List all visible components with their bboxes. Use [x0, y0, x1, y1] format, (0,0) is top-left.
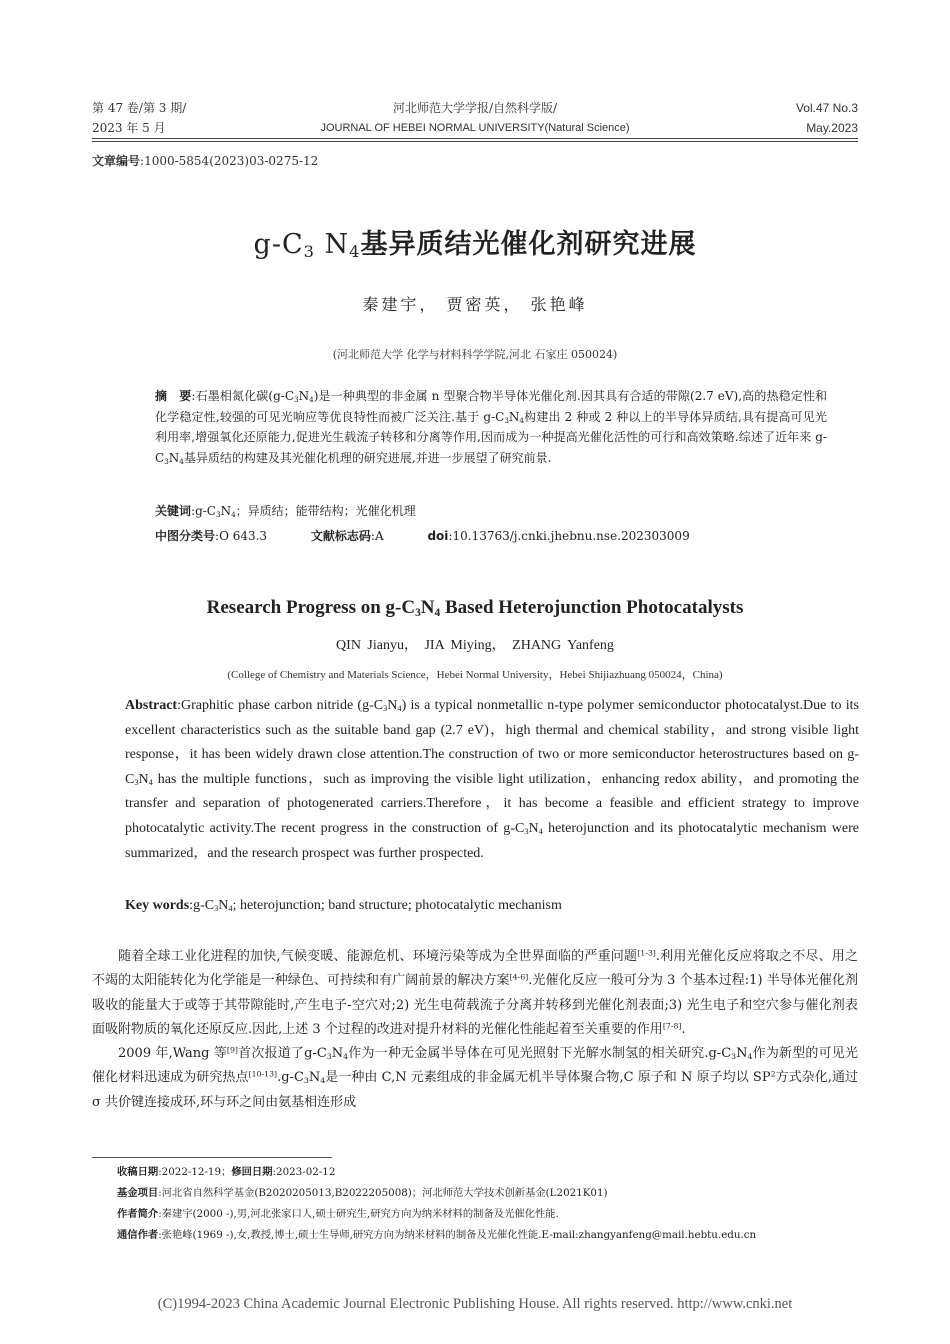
abstract-en: Abstract:Graphitic phase carbon nitride $(g-C_3N_4)$ is a typical nonmetallic n-type polymer semiconductor photocatalyst.Due to its excellent characteristics such as the suitable band gap (2.7 eV)，high thermal and chemical stability，and strong visible light response，it has been widely drawn close attention.The construction of two or more semiconductor heterostructures based on $g-C_3N_4$ has the multiple functions，such as improving the visible light utilization，enhancing redox ability，and promoting the transfer and separation of photogenerated carriers.Therefore，it has become a feasible and efficient strategy to improve photocatalytic activity.The recent progress in the construction of $g-C_3N_4$ heterojunction and its photocatalytic mechanism were summarized，and the research prospect was further prospected.	[125, 698, 859, 861]
keywords-en: Key $words:g-C_3N_4$; heterojunction; band structure; photocatalytic mechanism	[125, 898, 562, 914]
keywords-cn-label: 关键词	[155, 504, 192, 518]
article-number: 文章编号:1000-5854(2023)03-0275-12	[92, 154, 319, 168]
title-text-cn: 基异质结光催化剂研究进展	[360, 229, 697, 260]
citation: [7-8]	[662, 1021, 682, 1031]
page-title-en: Research Progress on $g-C_3N_4$ Based Heterojunction Photocatalysts	[206, 597, 744, 619]
footnote-fund: 基金项目:河北省自然科学基金(B2020205013,B2022205008)；河北师范大学技术创新基金(L2021K01)	[117, 1187, 608, 1199]
clc-label: 中图分类号	[155, 529, 216, 543]
journal-name-cn: 河北师范大学学报/自然科学版/	[392, 101, 558, 115]
citation: [4-6]	[509, 972, 529, 982]
body-text	[92, 945, 858, 1115]
classification-row: 中图分类号:O 643.3 文献标志码:A doi:10.13763/j.cnki.jhebnu.nse.202303009	[155, 529, 690, 543]
article-number-label: 文章编号	[92, 154, 141, 168]
authors-en: QIN Jianyu， JIA Miying， ZHANG Yanfeng	[336, 638, 614, 653]
journal-name-en: JOURNAL OF HEBEI NORMAL UNIVERSITY(Natural Science)	[320, 122, 630, 134]
body-paragraph: 随着全球工业化进程的加快,气候变暖、能源危机、环境污染等成为全世界面临的严重问题[1-3].利用光催化反应将取之不尽、用之不竭的太阳能转化为化学能是一种绿色、可持续和有广阔前景的解决方案[4-6].光催化反应一般可分为 3 个基本过程:1) 半导体光催化剂吸收的能量大于或等于其带隙能时,产生电子-空穴对;2) 光生电荷载流子分离并转移到光催化剂表面;3) 光生电子和空穴参与催化剂表面吸附物质的氧化还原反应.因此,上述 3 个过程的改进对提升材料的光催化性能起着至关重要的作用[7-8].	[92, 948, 858, 1037]
abstract-cn-label: 摘 要	[155, 389, 192, 403]
citation: [10-13]	[248, 1069, 278, 1079]
keywords-en-label: Key words	[125, 898, 190, 913]
title-formula-n: N	[314, 229, 350, 260]
doc-code-value: A	[374, 529, 384, 543]
abstract-en-label: Abstract	[125, 698, 178, 713]
footnotes	[117, 1162, 857, 1246]
page-title-cn: $g-C_3$ $N_4$基异质结光催化剂研究进展	[253, 229, 697, 262]
abstract-cn: 摘 要:石墨相氮化碳$(g-C_3N_4)$是一种典型的非金属 n 型聚合物半导体光催化剂.因其具有合适的带隙(2.7 eV),高的热稳定性和化学稳定性,较强的可见光响应等优良特性而被广泛关注.基于 $g-C_3N_4$构建出 2 种或 2 种以上的半导体异质结,具有提高可见光利用率,增强氧化还原能力,促进光生载流子转移和分离等作用,因而成为一种提高光催化活性的可行和高效策略.综述了近年来 $g-C_3N_4$基异质结的构建及其光催化机理的研究进展,并进一步展望了研究前景.	[155, 389, 827, 466]
header-divider	[92, 138, 858, 142]
keywords-cn: 关键词$:g-C_3N_4$；异质结；能带结构；光催化机理	[155, 504, 416, 519]
citation: [9]	[226, 1045, 238, 1055]
header-volume-en	[796, 98, 858, 138]
doi-label: doi	[427, 529, 449, 543]
article-number-value: 1000-5854(2023)03-0275-12	[144, 154, 319, 168]
footnote-dates: 收稿日期:2022-12-19；修回日期:2023-02-12	[117, 1166, 336, 1178]
authors-cn: 秦建宇， 贾密英， 张艳峰	[362, 295, 588, 314]
footnote-divider	[92, 1157, 332, 1158]
header-date-en: May.2023	[806, 121, 858, 135]
body-paragraph: 2009 年,Wang 等[9]首次报道了$g-C_3N_4$作为一种无金属半导体在可见光照射下光解水制氢的相关研究$.g-C_3N_4$作为新型的可见光催化材料迅速成为研究热点$[10-13].g-C_3N_4$是一种由 C,N 元素组成的非金属无机半导体聚合物,C 原子和 N 原子均以 $SP^2$方式杂化,通过 σ 共价键连接成环,环与环之间由氨基相连形成	[92, 1045, 858, 1110]
affiliation-en: (College of Chemistry and Materials Science，Hebei Normal University，Hebei Shijiazhuang 050024，China)	[227, 669, 723, 681]
footnote-corresponding: 通信作者:张艳峰(1969 -),女,教授,博士,硕士生导师,研究方向为纳米材料的制备及光催化性能.E-mail:zhangyanfeng@mail.hebtu.edu.cn	[117, 1229, 757, 1241]
title-formula-g: g-C	[253, 229, 304, 260]
copyright-footer: (C)1994-2023 China Academic Journal Electronic Publishing House. All rights reserved. http://www.cnki.net	[157, 1296, 793, 1312]
doc-code-label: 文献标志码	[310, 529, 371, 543]
header-date-cn: 2023 年 5 月	[92, 121, 166, 135]
doi-value: 10.13763/j.cnki.jhebnu.nse.202303009	[452, 529, 690, 543]
header-volume-issue: 第 47 卷/第 3 期/	[92, 101, 187, 115]
clc-value: O 643.3	[219, 529, 268, 543]
header-vol-no: Vol.47 No.3	[795, 101, 858, 115]
footnote-author: 作者简介:秦建宇(2000 -),男,河北张家口人,硕士研究生,研究方向为纳米材料的制备及光催化性能.	[117, 1208, 559, 1220]
affiliation-cn: (河北师范大学 化学与材料科学学院,河北 石家庄 050024)	[332, 348, 618, 361]
citation: [1-3]	[637, 948, 656, 958]
